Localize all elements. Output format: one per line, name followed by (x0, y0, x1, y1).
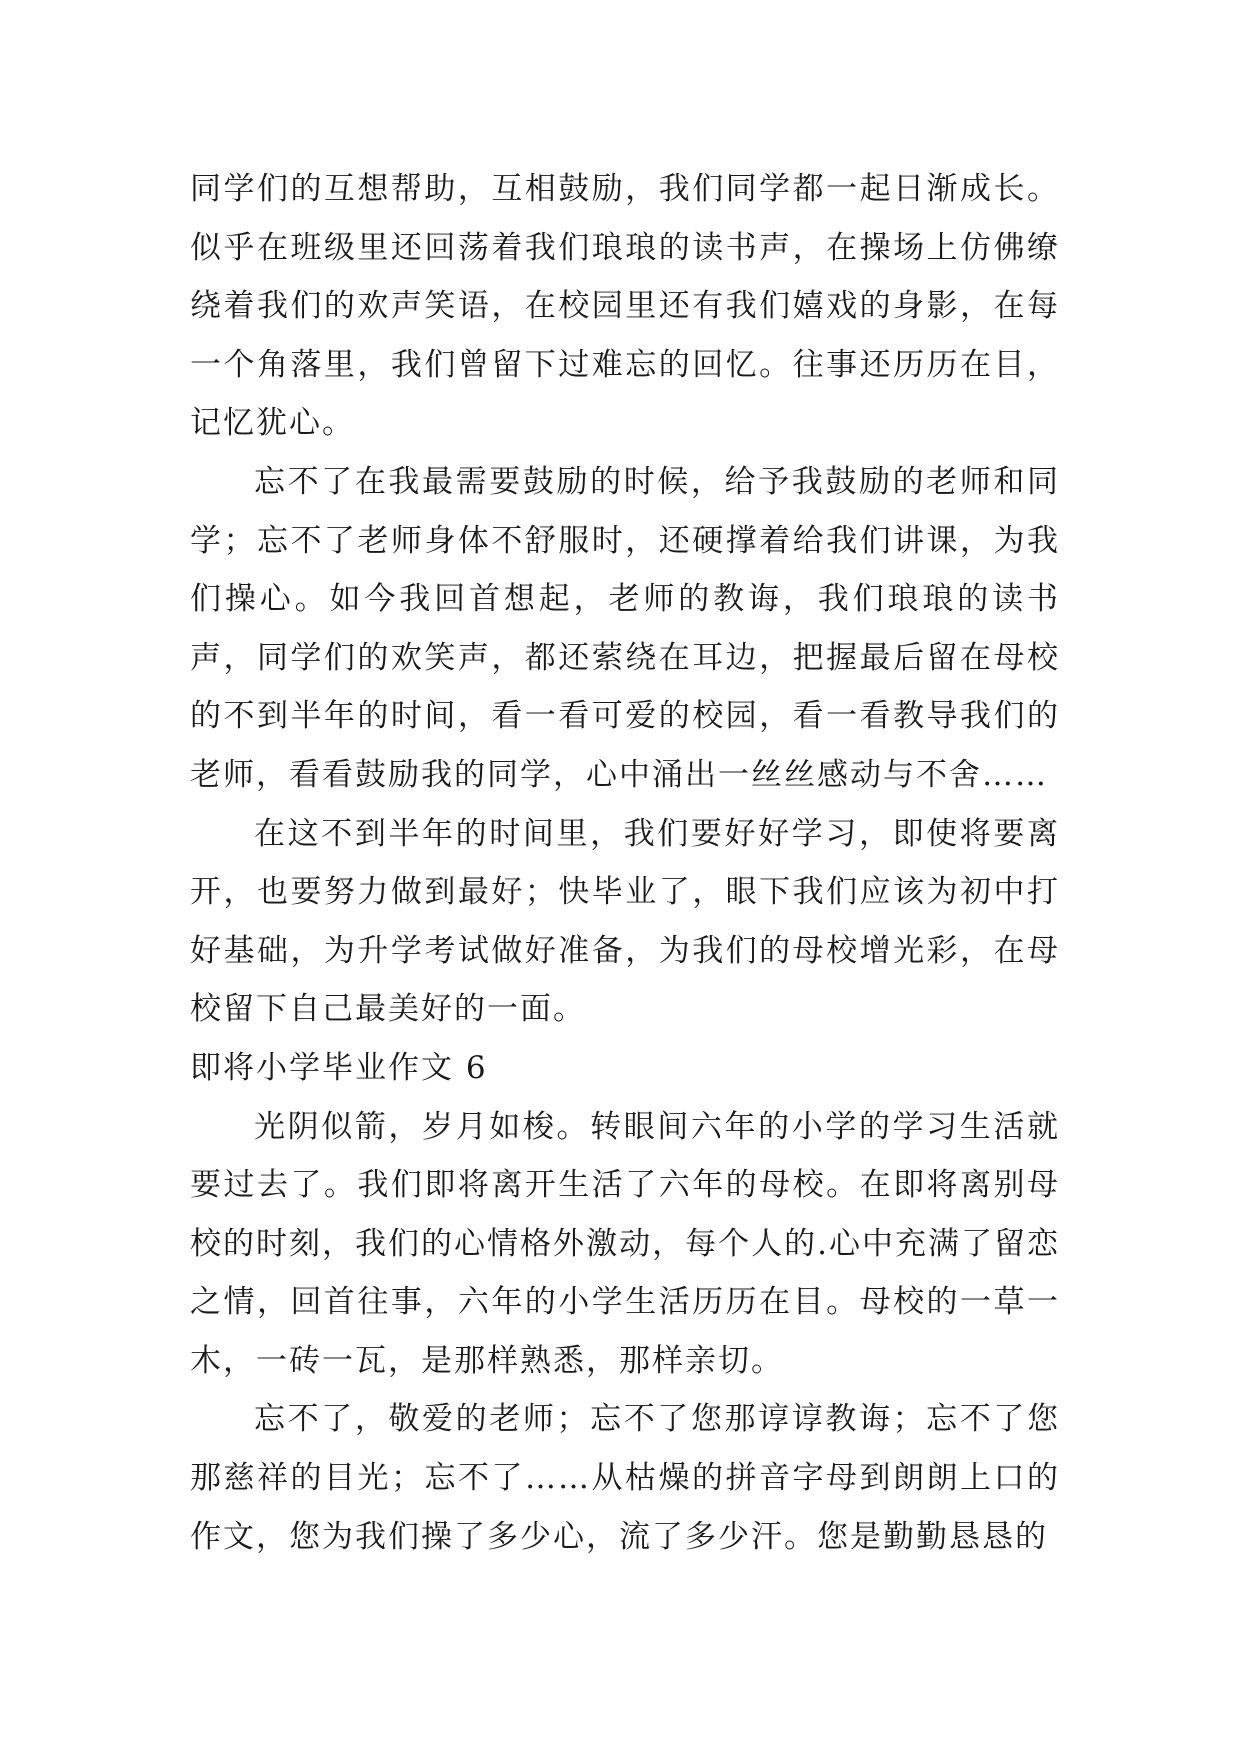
paragraph-2: 忘不了在我最需要鼓励的时候，给予我鼓励的老师和同学；忘不了老师身体不舒服时，还硬撑着给我们讲课，为我们操心。如今我回首想起，老师的教诲，我们琅琅的读书声，同学们的欢笑声，都还萦绕在耳边，把握最后留在母校的不到半年的时间，看一看可爱的校园，看一看教导我们的老师，看看鼓励我的同学，心中涌出一丝丝感动与不舍…… (190, 463, 1060, 793)
paragraph-3: 在这不到半年的时间里，我们要好好学习，即使将要离开，也要努力做到最好；快毕业了，眼下我们应该为初中打好基础，为升学考试做好准备，为我们的母校增光彩，在母校留下自己最美好的一面。 (190, 815, 1060, 1028)
paragraph-5: 忘不了，敬爱的老师；忘不了您那谆谆教诲；忘不了您那慈祥的目光；忘不了……从枯燥的拼音字母到朗朗上口的作文，您为我们操了多少心，流了多少汗。您是勤勤恳恳的 (190, 1401, 1060, 1555)
section-heading: 即将小学毕业作文 6 (190, 1049, 488, 1086)
document-body (190, 160, 1060, 1566)
paragraph-4: 光阴似箭，岁月如梭。转眼间六年的小学的学习生活就要过去了。我们即将离开生活了六年的母校。在即将离别母校的时刻，我们的心情格外激动，每个人的.心中充满了留恋之情，回首往事，六年的小学生活历历在目。母校的一草一木，一砖一瓦，是那样熟悉，那样亲切。 (190, 1108, 1060, 1379)
paragraph-1: 同学们的互想帮助，互相鼓励，我们同学都一起日渐成长。似乎在班级里还回荡着我们琅琅的读书声，在操场上仿佛缭绕着我们的欢声笑语，在校园里还有我们嬉戏的身影，在每一个角落里，我们曾留下过难忘的回忆。往事还历历在目，记忆犹心。 (190, 171, 1060, 442)
